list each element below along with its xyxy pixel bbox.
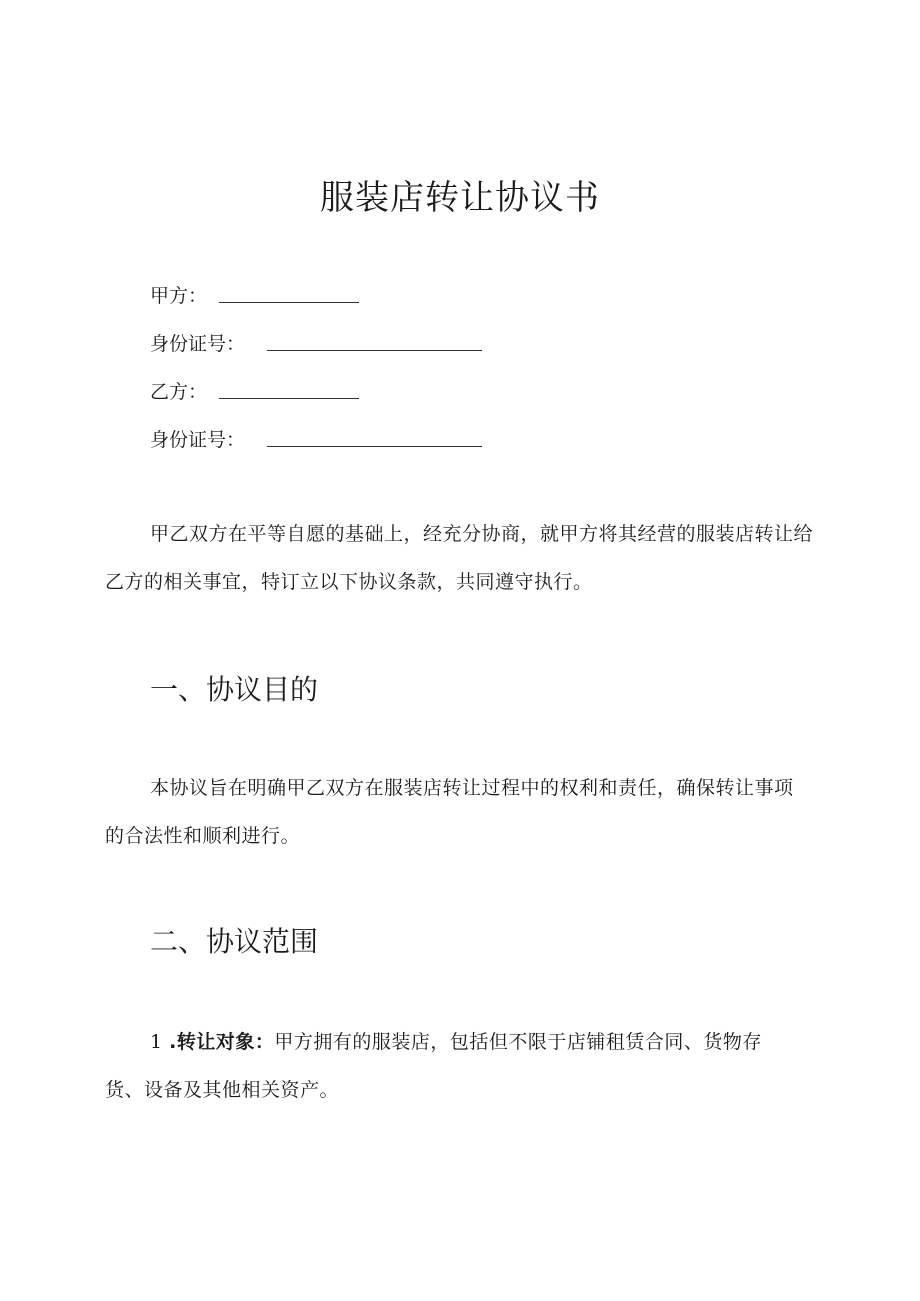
party-b-id-blank[interactable]: [267, 426, 482, 447]
party-a-id-row: [150, 330, 482, 358]
intro-paragraph: 甲乙双方在平等自愿的基础上，经充分协商，就甲方将其经营的服装店转让给乙方的相关事宜，特订立以下协议条款，共同遵守执行。: [105, 523, 814, 593]
party-b-blank[interactable]: [219, 378, 359, 399]
section-heading-purpose: 一、协议目的: [150, 673, 319, 706]
party-b-label: 乙方：: [150, 381, 208, 403]
party-b-row: [150, 378, 359, 406]
scope-item-1-text: 甲方拥有的服装店，包括但不限于店铺租赁合同、货物存货、设备及其他相关资产。: [105, 1031, 762, 1101]
purpose-paragraph: 本协议旨在明确甲乙双方在服装店转让过程中的权利和责任，确保转让事项的合法性和顺利进行。: [105, 777, 794, 847]
party-a-row: [150, 282, 359, 310]
party-a-blank[interactable]: [219, 282, 359, 303]
scope-item-1: [105, 1018, 795, 1114]
scope-item-1-label: .转让对象：: [169, 1031, 275, 1053]
scope-item-1-number: 1: [150, 1031, 163, 1053]
document-title: 服装店转让协议书: [320, 178, 600, 218]
section-heading-scope: 二、协议范围: [150, 925, 319, 958]
party-b-id-row: [150, 426, 482, 454]
party-a-id-blank[interactable]: [267, 330, 482, 351]
party-a-label: 甲方：: [150, 285, 208, 307]
party-b-id-label: 身份证号：: [150, 429, 246, 451]
party-a-id-label: 身份证号：: [150, 333, 246, 355]
